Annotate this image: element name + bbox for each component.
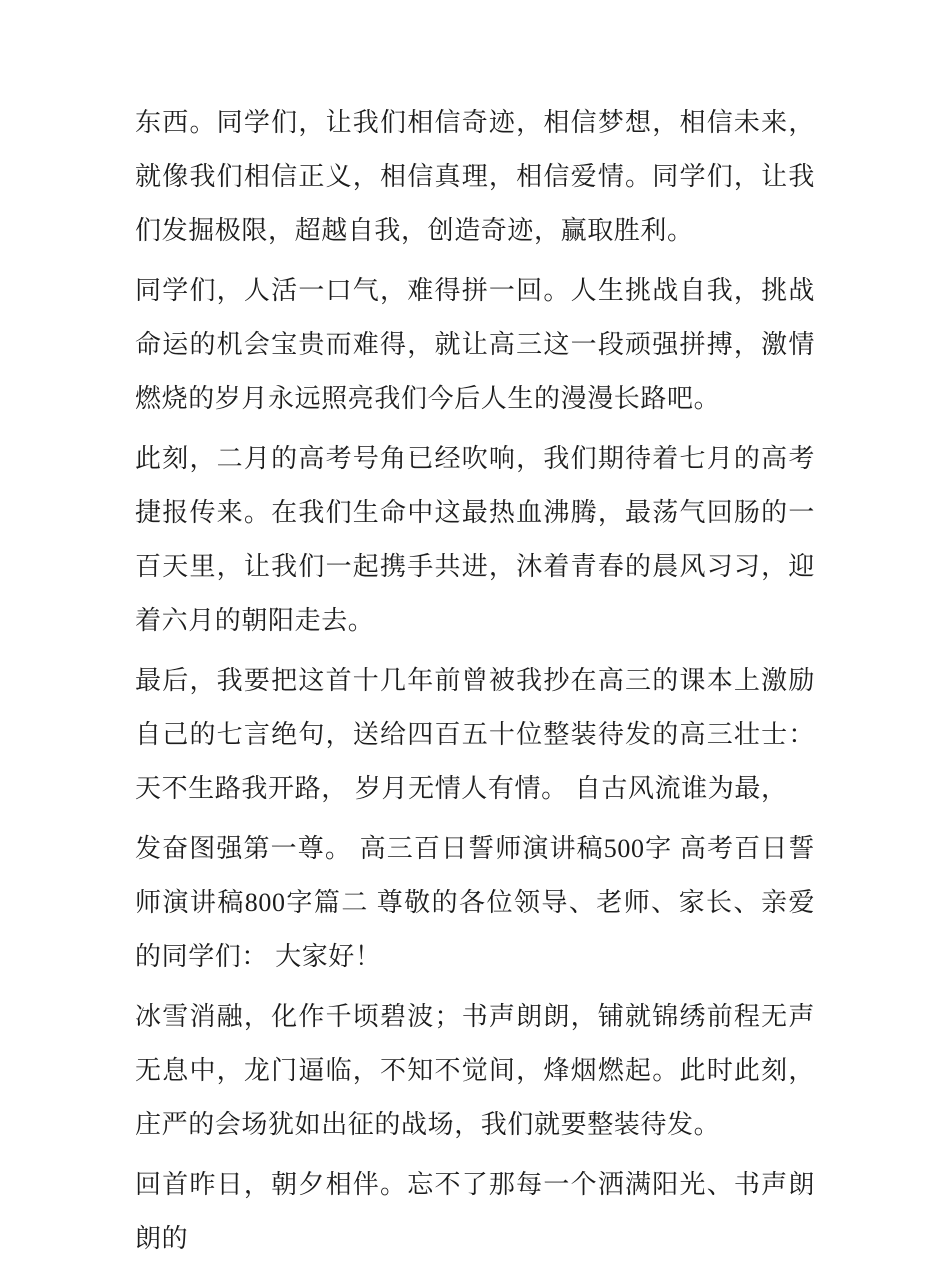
paragraph: 此刻，二月的高考号角已经吹响，我们期待着七月的高考捷报传来。在我们生命中这最热血沸腾，最荡气回肠的一百天里，让我们一起携手共进，沐着青春的晨风习习，迎着六月的朝阳走去。	[135, 444, 815, 635]
paragraph: 回首昨日，朝夕相伴。忘不了那每一个洒满阳光、书声朗朗的	[135, 1170, 815, 1253]
paragraph: 最后，我要把这首十几年前曾被我抄在高三的课本上激励自己的七言绝句，送给四百五十位整装待发的高三壮士： 天不生路我开路， 岁月无情人有情。 自古风流谁为最，	[135, 666, 815, 803]
paragraph: 冰雪消融，化作千顷碧波；书声朗朗，铺就锦绣前程无声无息中，龙门逼临，不知不觉间，烽烟燃起。此时此刻，庄严的会场犹如出征的战场，我们就要整装待发。	[135, 1002, 815, 1139]
paragraph: 同学们，人活一口气，难得拼一回。人生挑战自我，挑战命运的机会宝贵而难得，就让高三这一段顽强拼搏，激情燃烧的岁月永远照亮我们今后人生的漫漫长路吧。	[135, 276, 815, 413]
paragraph: 发奋图强第一尊。 高三百日誓师演讲稿500字 高考百日誓师演讲稿800字篇二 尊敬的各位领导、老师、家长、亲爱的同学们： 大家好！	[135, 834, 815, 971]
document-body	[135, 96, 815, 1266]
paragraph: 东西。同学们，让我们相信奇迹，相信梦想，相信未来，就像我们相信正义，相信真理，相信爱情。同学们，让我们发掘极限，超越自我，创造奇迹，赢取胜利。	[135, 108, 815, 245]
